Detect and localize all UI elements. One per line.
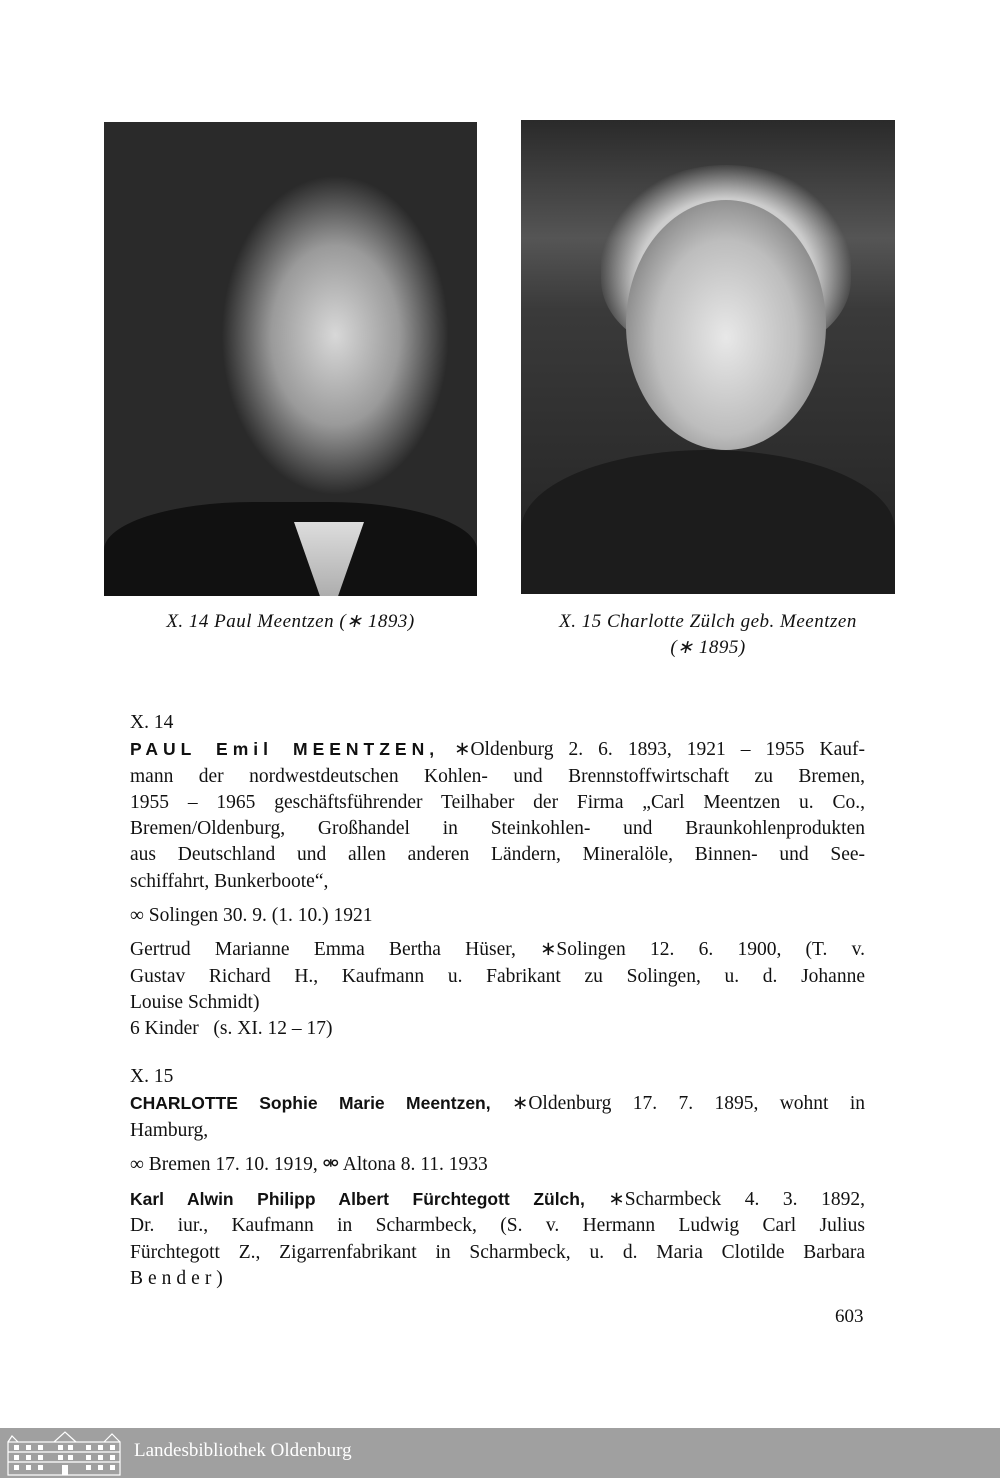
spouse-text: Bender): [130, 1268, 228, 1290]
entry-x14: [130, 710, 865, 1043]
spouse-text: Dr. iur., Kaufmann in Scharmbeck, (S. v. Hermann Ludwig Carl Julius: [130, 1215, 865, 1237]
entry-text: Hamburg,: [130, 1119, 209, 1141]
photo-caption-x14: X. 14 Paul Meentzen (∗ 1893): [166, 611, 415, 632]
footer-bar: [0, 1428, 1000, 1478]
entry-x15: [130, 1064, 865, 1292]
library-name: Landesbibliothek Oldenburg: [134, 1440, 352, 1461]
spouse-text: ∗Scharmbeck 4. 3. 1892,: [584, 1189, 866, 1211]
spouse-text: Fürchtegott Z., Zigarrenfabrikant in Scharmbeck, u. d. Maria Clotilde Barbara: [130, 1241, 865, 1263]
dress-shape: [521, 450, 895, 594]
caption-line: (∗ 1895): [670, 637, 746, 658]
entry-text: schiffahrt, Bunkerboote“,: [130, 870, 329, 892]
page-number: 603: [835, 1306, 864, 1327]
children-line: 6 Kinder (s. XI. 12 – 17): [130, 1018, 333, 1040]
photo-caption-x15: [521, 609, 895, 661]
spouse-text: Gertrud Marianne Emma Bertha Hüser, ∗Solingen 12. 6. 1900, (T. v.: [130, 939, 865, 961]
entry-text: Bremen/Oldenburg, Großhandel in Steinkohlen- und Braunkohlenprodukten: [130, 818, 865, 840]
caption-line: X. 15 Charlotte Zülch geb. Meentzen: [559, 611, 857, 632]
entry-text: mann der nordwestdeutschen Kohlen- und Brennstoffwirtschaft zu Bremen,: [130, 765, 865, 787]
entry-id: X. 15: [130, 1066, 174, 1087]
library-building-icon: [6, 1430, 124, 1476]
face-shape: [626, 200, 826, 450]
entry-text: aus Deutschland und allen anderen Ländern, Mineralöle, Binnen- und See-: [130, 844, 865, 866]
spouse-text: Gustav Richard H., Kaufmann u. Fabrikant zu Solingen, u. d. Johanne: [130, 965, 865, 987]
portrait-photo-charlotte-zuelch: [521, 120, 895, 594]
spouse-name: Karl Alwin Philipp Albert Fürchtegott Zülch,: [130, 1189, 585, 1210]
person-name: CHARLOTTE Sophie Marie Meentzen,: [130, 1093, 491, 1114]
entry-text: 1955 – 1965 geschäftsführender Teilhaber der Firma „Carl Meentzen u. Co.,: [130, 791, 865, 813]
person-name: PAUL Emil MEENTZEN,: [130, 739, 440, 760]
entry-text: ∗Oldenburg 17. 7. 1895, wohnt in: [490, 1093, 866, 1115]
spouse-text: Louise Schmidt): [130, 991, 260, 1013]
marriage-line: ∞ Bremen 17. 10. 1919, ⚮ Altona 8. 11. 1933: [130, 1153, 488, 1175]
entry-text: ∗Oldenburg 2. 6. 1893, 1921 – 1955 Kauf-: [439, 739, 865, 761]
portrait-photo-paul-meentzen: [104, 122, 477, 596]
suit-shape: [104, 502, 477, 596]
marriage-line: ∞ Solingen 30. 9. (1. 10.) 1921: [130, 905, 373, 927]
entry-id: X. 14: [130, 712, 174, 733]
